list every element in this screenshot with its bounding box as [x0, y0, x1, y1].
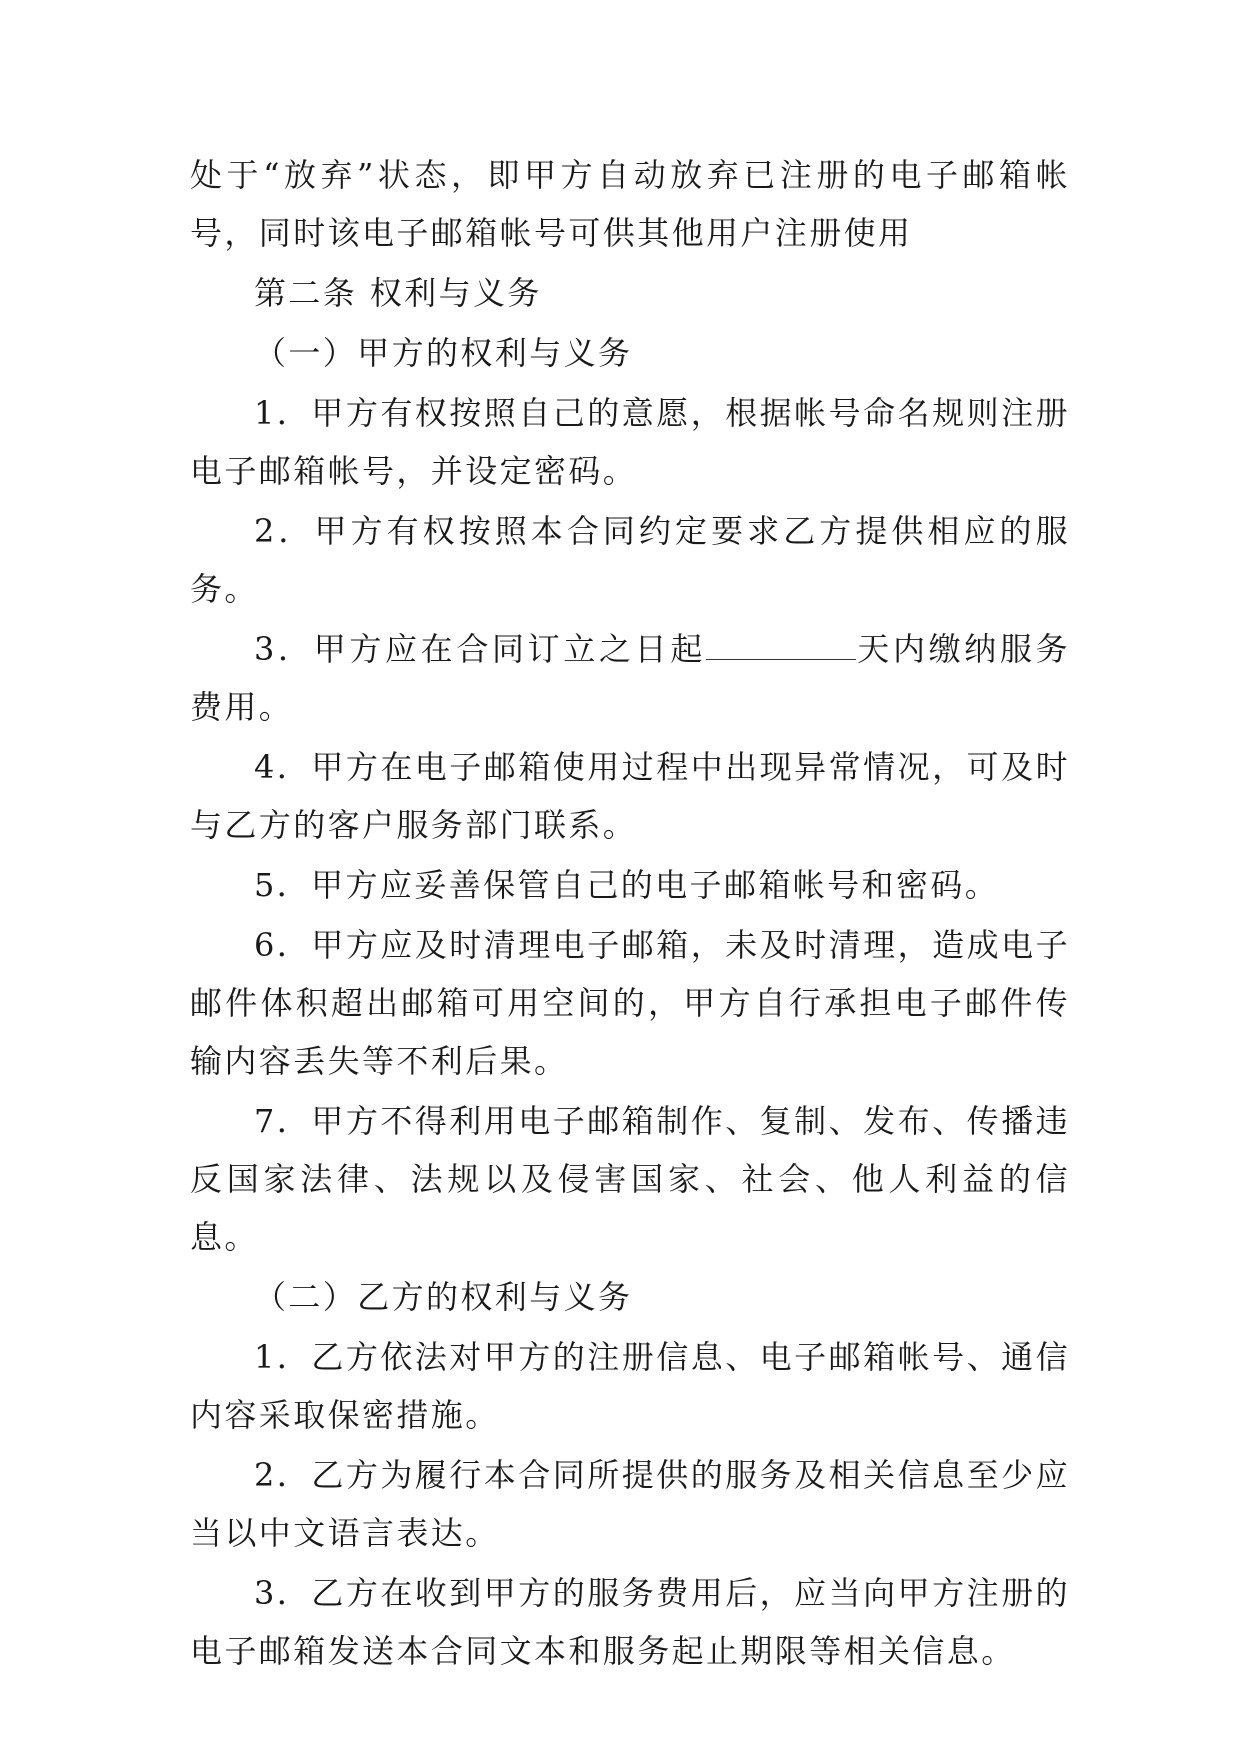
article-2-title: 第二条 权利与义务	[254, 274, 542, 312]
fill-in-blank	[706, 631, 856, 660]
clause-a2: 2．甲方有权按照本合同约定要求乙方提供相应的服务。	[190, 512, 1070, 608]
clause-a5: 5．甲方应妥善保管自己的电子邮箱帐号和密码。	[254, 866, 1000, 904]
paragraph-continuation: 处于“放弃”状态，即甲方自动放弃已注册的电子邮箱帐号，同时该电子邮箱帐号可供其他用户注册使用	[190, 156, 1070, 252]
clause-b3: 3．乙方在收到甲方的服务费用后，应当向甲方注册的电子邮箱发送本合同文本和服务起止期限等相关信息。	[190, 1574, 1070, 1670]
clause-a1: 1．甲方有权按照自己的意愿，根据帐号命名规则注册电子邮箱帐号，并设定密码。	[190, 394, 1070, 490]
clause-a4: 4．甲方在电子邮箱使用过程中出现异常情况，可及时与乙方的客户服务部门联系。	[190, 748, 1070, 844]
section-2-title: （二）乙方的权利与义务	[254, 1278, 633, 1316]
clause-b2: 2．乙方为履行本合同所提供的服务及相关信息至少应当以中文语言表达。	[190, 1456, 1070, 1552]
document-body	[190, 146, 1070, 1682]
clause-a3-before: 3．甲方应在合同订立之日起	[254, 630, 707, 668]
clause-a3-after: 天内缴纳服务费用。	[190, 630, 1071, 726]
clause-a3	[190, 620, 1070, 736]
clause-b1: 1．乙方依法对甲方的注册信息、电子邮箱帐号、通信内容采取保密措施。	[190, 1338, 1070, 1434]
section-1-title: （一）甲方的权利与义务	[254, 334, 633, 372]
clause-a7: 7．甲方不得利用电子邮箱制作、复制、发布、传播违反国家法律、法规以及侵害国家、社会、他人利益的信息。	[190, 1102, 1070, 1256]
clause-a6: 6．甲方应及时清理电子邮箱，未及时清理，造成电子邮件体积超出邮箱可用空间的，甲方自行承担电子邮件传输内容丢失等不利后果。	[190, 926, 1070, 1080]
